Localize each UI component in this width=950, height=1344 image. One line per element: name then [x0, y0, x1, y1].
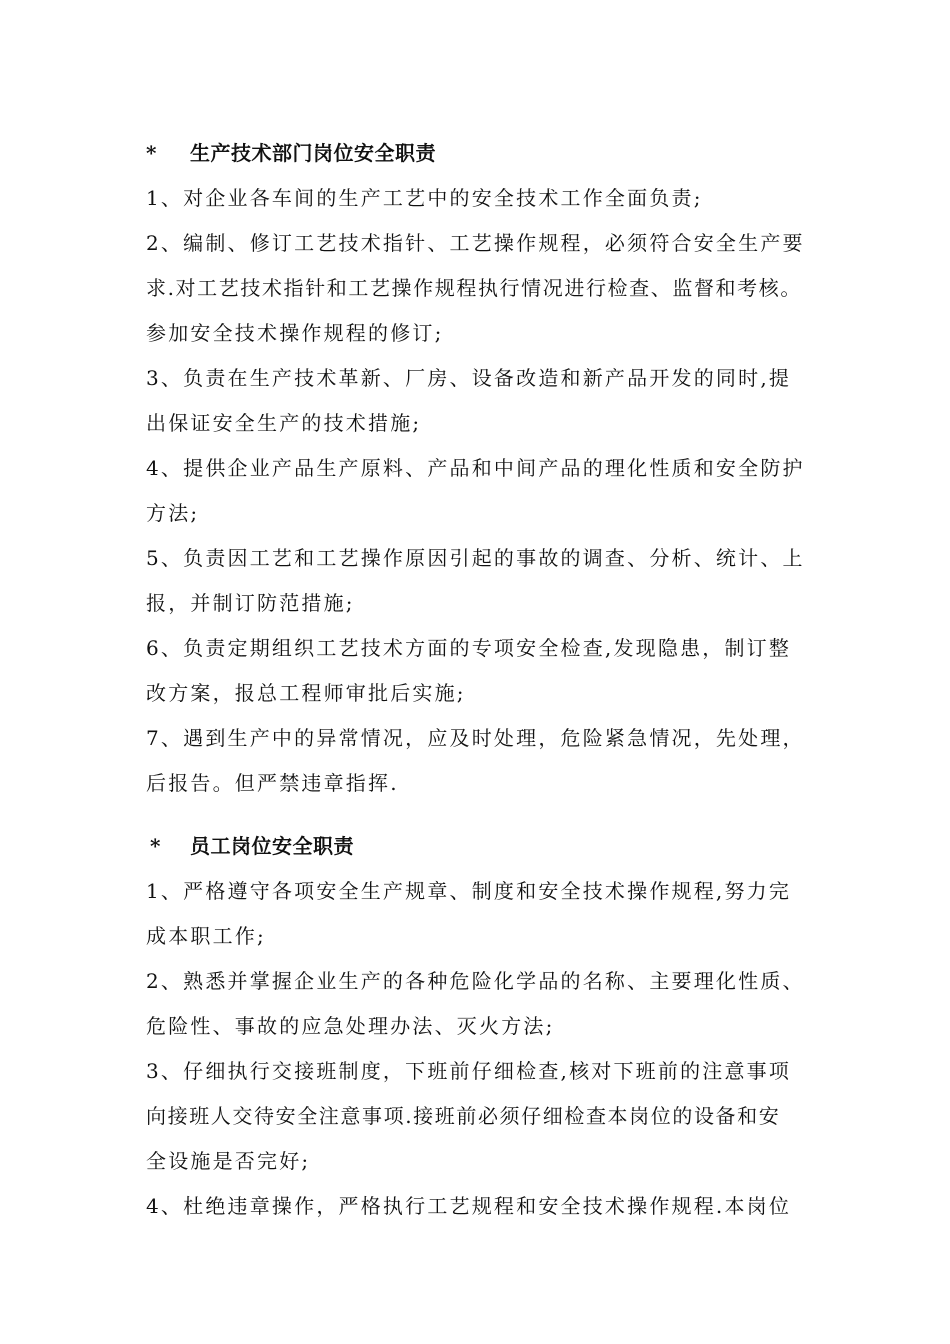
- paragraph-line: 出保证安全生产的技术措施;: [146, 411, 422, 435]
- paragraph-line: 4、提供企业产品生产原料、产品和中间产品的理化性质和安全防护: [146, 456, 805, 480]
- paragraph-line: 4、杜绝违章操作，严格执行工艺规程和安全技术操作规程.本岗位: [146, 1194, 792, 1218]
- paragraph-line: 3、仔细执行交接班制度，下班前仔细检查,核对下班前的注意事项: [146, 1059, 792, 1083]
- section-title: 生产技术部门岗位安全职责: [190, 141, 436, 165]
- paragraph-line: 2、编制、修订工艺技术指针、工艺操作规程，必须符合安全生产要: [146, 231, 805, 255]
- paragraph-line: 后报告。但严禁违章指挥.: [146, 771, 399, 795]
- paragraph-line: 向接班人交待安全注意事项.接班前必须仔细检查本岗位的设备和安: [146, 1104, 781, 1128]
- bullet-icon: *: [146, 141, 157, 165]
- paragraph-line: 参加安全技术操作规程的修订;: [146, 321, 444, 345]
- paragraph-line: 危险性、事故的应急处理办法、灭火方法;: [146, 1014, 555, 1038]
- paragraph-line: 报，并制订防范措施;: [146, 591, 355, 615]
- bullet-icon: *: [150, 834, 161, 858]
- paragraph-line: 7、遇到生产中的异常情况，应及时处理，危险紧急情况，先处理，: [146, 726, 805, 750]
- paragraph-line: 2、熟悉并掌握企业生产的各种危险化学品的名称、主要理化性质、: [146, 969, 805, 993]
- paragraph-line: 1、对企业各车间的生产工艺中的安全技术工作全面负责;: [146, 186, 703, 210]
- paragraph-line: 全设施是否完好;: [146, 1149, 311, 1173]
- paragraph-line: 6、负责定期组织工艺技术方面的专项安全检查,发现隐患，制订整: [146, 636, 792, 660]
- paragraph-line: 改方案，报总工程师审批后实施;: [146, 681, 466, 705]
- paragraph-line: 求.对工艺技术指针和工艺操作规程执行情况进行检查、监督和考核。: [146, 276, 802, 300]
- paragraph-line: 方法;: [146, 501, 200, 525]
- paragraph-line: 5、负责因工艺和工艺操作原因引起的事故的调查、分析、统计、上: [146, 546, 805, 570]
- section-title: 员工岗位安全职责: [190, 834, 354, 858]
- paragraph-line: 成本职工作;: [146, 924, 266, 948]
- section-heading: [0, 138, 950, 168]
- paragraph-line: 1、严格遵守各项安全生产规章、制度和安全技术操作规程,努力完: [146, 879, 792, 903]
- paragraph-line: 3、负责在生产技术革新、厂房、设备改造和新产品开发的同时,提: [146, 366, 792, 390]
- section-heading: [0, 831, 950, 861]
